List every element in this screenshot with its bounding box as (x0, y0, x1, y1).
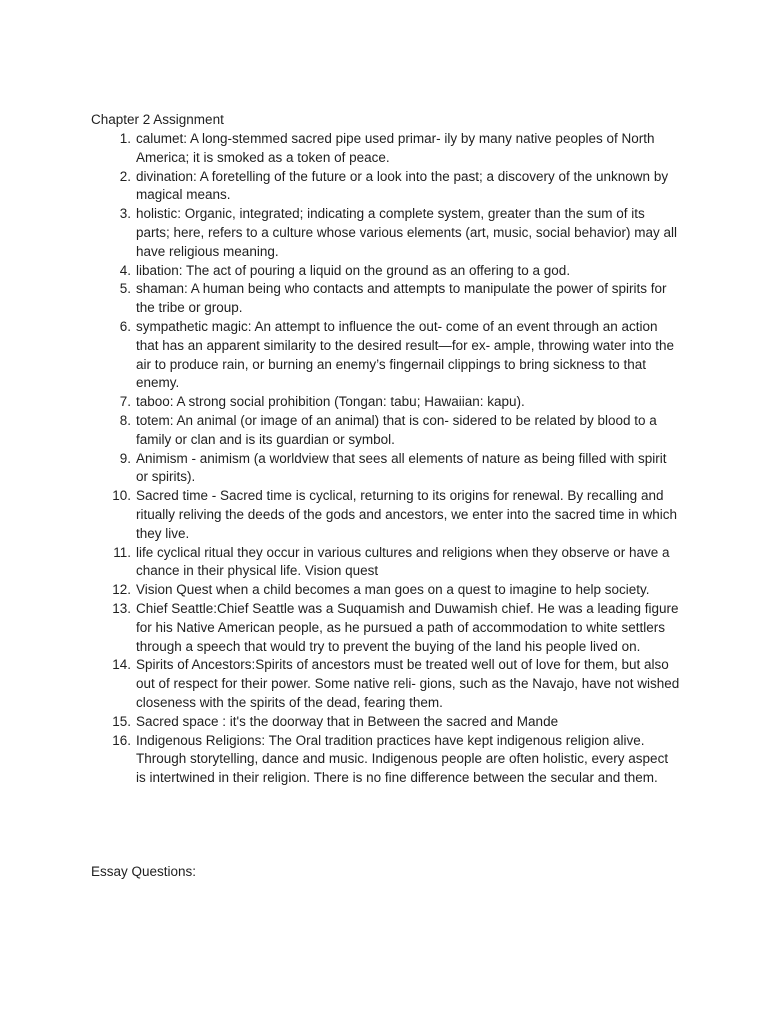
list-item (91, 732, 681, 788)
item-text: Indigenous Religions: The Oral tradition practices have kept indigenous religion alive. Through storytelling, dance and music. Indigenous people are often holistic, every aspect is intertwined in their religion. There is no fine difference between the secular and them. (136, 732, 669, 786)
list-item (91, 581, 681, 600)
item-number: 11. (113, 544, 131, 560)
item-number: 13. (112, 600, 131, 616)
item-text: Chief Seattle:Chief Seattle was a Suquamish and Duwamish chief. He was a leading figure for his Native American people, as he pursued a path of accommodation to white settlers through a speech that would try to prevent the buying of the land his people lived on. (136, 600, 679, 654)
document-title: Chapter 2 Assignment (91, 112, 224, 127)
list-item (91, 544, 681, 582)
item-text: divination: A foretelling of the future or a look into the past; a discovery of the unknown by magical means. (136, 168, 669, 203)
item-number: 5. (119, 281, 131, 297)
item-number: 8. (119, 412, 131, 428)
item-number: 10. (112, 488, 131, 504)
item-number: 16. (112, 732, 131, 748)
item-text: Sacred time - Sacred time is cyclical, returning to its origins for renewal. By recalling and ritually reliving the deeds of the gods and ancestors, we enter into the sacred time in which they live. (136, 488, 678, 541)
item-text: calumet: A long-stemmed sacred pipe used primar- ily by many native peoples of North America; it is smoked as a token of peace. (136, 131, 655, 165)
item-text: holistic: Organic, integrated; indicating a complete system, greater than the sum of its parts; here, refers to a culture whose various elements (art, music, social behavior) may all have religious meaning. (136, 206, 677, 259)
item-text: life cyclical ritual they occur in various cultures and religions when they observe or have a chance in their physical life. Vision quest (136, 544, 670, 579)
list-item (91, 600, 681, 656)
item-text: Vision Quest when a child becomes a man goes on a quest to imagine to help society. (136, 582, 650, 598)
item-number: 7. (119, 394, 131, 410)
item-number: 14. (112, 657, 131, 673)
item-text: Spirits of Ancestors:Spirits of ancestors must be treated well out of love for them, but also out of respect for their power. Some native reli- gions, such as the Navajo, have not wished closeness with the spirits of the dead, fearing them. (136, 657, 680, 710)
item-text: taboo: A strong social prohibition (Tongan: tabu; Hawaiian: kapu). (136, 394, 525, 410)
item-text: shaman: A human being who contacts and attempts to manipulate the power of spirits for the tribe or group. (136, 281, 667, 316)
essay-questions-heading: Essay Questions: (91, 864, 197, 879)
list-item (91, 262, 681, 281)
list-item (91, 713, 681, 732)
list-item (91, 168, 681, 206)
item-number: 4. (119, 262, 131, 278)
item-number: 9. (119, 450, 131, 466)
list-item (91, 393, 681, 412)
list-item (91, 656, 681, 712)
list-item (91, 412, 681, 450)
item-number: 6. (119, 318, 131, 334)
term-list (91, 130, 681, 788)
item-text: Animism - animism (a worldview that sees all elements of nature as being filled with spirit or spirits). (136, 450, 667, 485)
list-item (91, 280, 681, 318)
list-item (91, 318, 681, 393)
item-text: libation: The act of pouring a liquid on the ground as an offering to a god. (136, 262, 571, 278)
list-item (91, 130, 681, 168)
item-number: 15. (112, 713, 131, 729)
item-number: 3. (119, 206, 131, 222)
item-number: 2. (119, 168, 131, 184)
item-text: totem: An animal (or image of an animal) that is con- sidered to be related by blood to a family or clan and is its guardian or symbol. (136, 412, 657, 447)
item-text: sympathetic magic: An attempt to influence the out- come of an event through an action that has an apparent similarity to the desired result—for ex- ample, throwing water into the air to produce rain, or burning an enemy’s fingernail clippings to bring sickness to that enemy. (136, 318, 675, 391)
list-item (91, 450, 681, 488)
item-number: 1. (119, 131, 131, 146)
item-text: Sacred space : it's the doorway that in Between the sacred and Mande (136, 713, 559, 729)
item-number: 12. (112, 582, 131, 598)
list-item (91, 487, 681, 543)
list-item (91, 205, 681, 261)
